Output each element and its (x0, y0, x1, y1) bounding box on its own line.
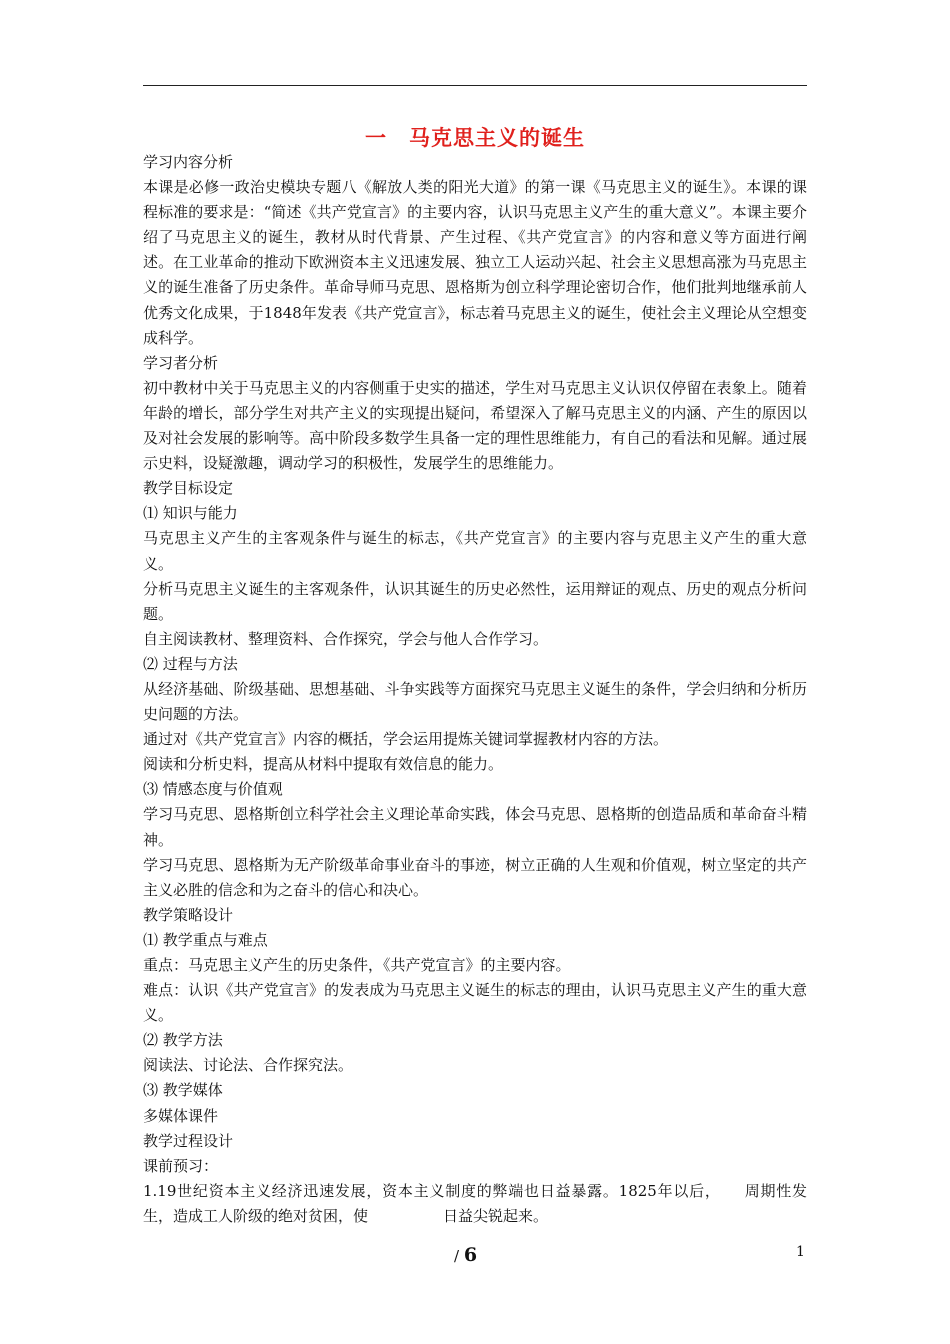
body-paragraph: 阅读法、讨论法、合作探究法。 (143, 1056, 354, 1075)
subsection-heading: ⑴ 教学重点与难点 (143, 930, 268, 949)
subsection-heading: ⑶ 教学媒体 (143, 1081, 223, 1100)
section-heading: 教学策略设计 (143, 905, 234, 924)
body-paragraph: 从经济基础、阶级基础、思想基础、斗争实践等方面探究马克思主义诞生的条件，学会归纳和分析历史问题的方法。 (143, 679, 807, 724)
body-paragraph: 多媒体课件 (143, 1106, 219, 1125)
page-total-prefix: / (454, 1247, 460, 1265)
subsection-heading: 课前预习： (143, 1156, 219, 1175)
document-body (143, 150, 807, 1229)
body-paragraph: 学习马克思、恩格斯为无产阶级革命事业奋斗的事迹，树立正确的人生观和价值观，树立坚定的共产主义必胜的信念和为之奋斗的信心和决心。 (143, 855, 807, 899)
body-paragraph: 难点：认识《共产党宣言》的发表成为马克思主义诞生的标志的理由，认识马克思主义产生的重大意义。 (143, 981, 807, 1025)
subsection-heading: ⑵ 教学方法 (143, 1031, 223, 1050)
body-paragraph: 1.19世纪资本主义经济迅速发展，资本主义制度的弊端也日益暴露。1825年以后， 周期性发生，造成工人阶级的绝对贫困，使 日益尖锐起来。 (143, 1181, 807, 1225)
page-total-count: 6 (463, 1244, 478, 1266)
body-paragraph: 初中教材中关于马克思主义的内容侧重于史实的描述，学生对马克思主义认识仅停留在表象上。随着年龄的增长，部分学生对共产主义的实现提出疑问，希望深入了解马克思主义的内涵、产生的原因以及对社会发展的影响等。高中阶段多数学生具备一定的理性思维能力，有自己的看法和见解。通过展示史料，设疑激趣，调动学习的积极性，发展学生的思维能力。 (143, 378, 807, 473)
header-rule (143, 85, 807, 86)
body-paragraph: 自主阅读教材、整理资料、合作探究，学会与他人合作学习。 (143, 629, 549, 648)
subsection-heading: ⑶ 情感态度与价值观 (143, 780, 283, 799)
section-heading: 教学目标设定 (143, 479, 234, 498)
section-heading: 学习者分析 (143, 353, 219, 372)
body-paragraph: 马克思主义产生的主客观条件与诞生的标志，《共产党宣言》的主要内容与克思主义产生的重大意义。 (143, 529, 807, 573)
body-paragraph: 通过对《共产党宣言》内容的概括，学会运用提炼关键词掌握教材内容的方法。 (143, 730, 669, 749)
page-total (454, 1244, 477, 1266)
body-paragraph: 本课是必修一政治史模块专题八《解放人类的阳光大道》的第一课《马克思主义的诞生》。本课的课程标准的要求是：“简述《共产党宣言》的主要内容，认识马克思主义产生的重大意义”。本课主要介绍了马克思主义的诞生，教材从时代背景、产生过程、《共产党宣言》的内容和意义等方面进行阐述。在工业革命的推动下欧洲资本主义迅速发展、独立工人运动兴起、社会主义思想高涨为马克思主义的诞生准备了历史条件。革命导师马克思、恩格斯为创立科学理论密切合作，他们批判地继承前人优秀文化成果，于1848年发表《共产党宣言》，标志着马克思主义的诞生，使社会主义理论从空想变成科学。 (143, 178, 807, 347)
body-paragraph: 阅读和分析史料，提高从材料中提取有效信息的能力。 (143, 755, 504, 774)
page-number: 1 (796, 1244, 805, 1260)
document-title: 一 马克思主义的诞生 (365, 125, 585, 150)
body-paragraph: 学习马克思、恩格斯创立科学社会主义理论革命实践，体会马克思、恩格斯的创造品质和革命奋斗精神。 (143, 805, 807, 849)
body-paragraph: 重点：马克思主义产生的历史条件，《共产党宣言》的主要内容。 (143, 956, 571, 974)
subsection-heading: ⑵ 过程与方法 (143, 654, 238, 673)
subsection-heading: ⑴ 知识与能力 (143, 504, 238, 523)
section-heading: 教学过程设计 (143, 1131, 234, 1150)
body-paragraph: 分析马克思主义诞生的主客观条件，认识其诞生的历史必然性，运用辩证的观点、历史的观点分析问题。 (143, 579, 807, 623)
section-heading: 学习内容分析 (143, 153, 234, 171)
